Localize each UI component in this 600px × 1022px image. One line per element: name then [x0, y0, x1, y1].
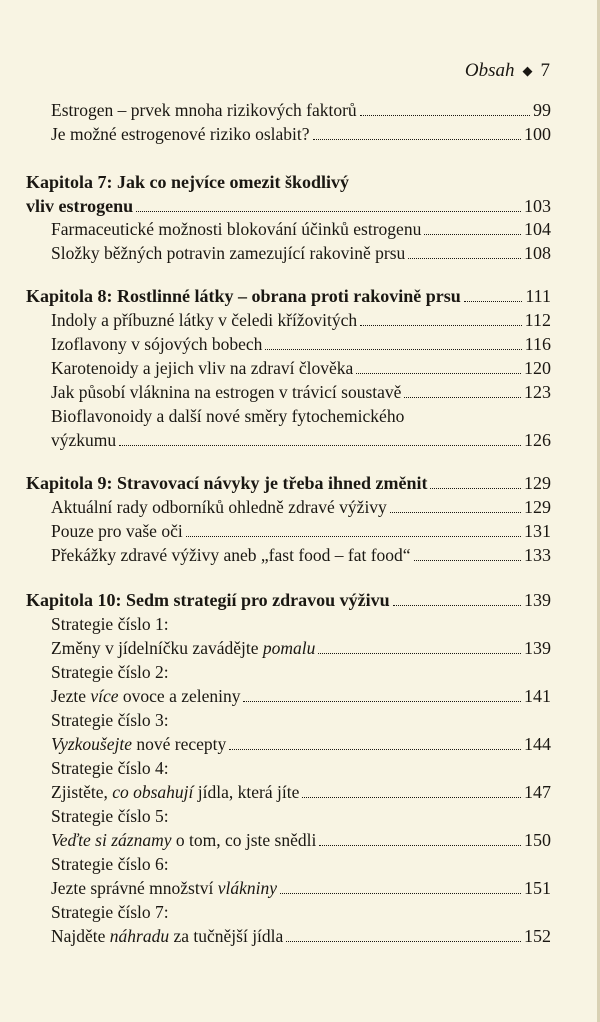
toc-entry-label: Aktuální rady odborníků ohledně zdravé výživy: [51, 497, 387, 517]
chapter-7-heading[interactable]: Kapitola 7: Jak co nejvíce omezit škodlivý: [26, 172, 349, 192]
strategy-heading: Strategie číslo 4:: [51, 758, 169, 778]
toc-entry-label: Překážky zdravé výživy aneb „fast food – fat food“: [51, 545, 411, 565]
toc-entry-page: 139: [524, 638, 551, 658]
toc-entry-page: 111: [525, 286, 551, 306]
strategy-heading: Strategie číslo 2:: [51, 662, 169, 682]
toc-entry[interactable]: [51, 428, 551, 452]
toc-entry-page: 120: [524, 358, 551, 378]
toc-entry-label: Farmaceutické možnosti blokování účinků estrogenu: [51, 219, 422, 239]
toc-entry-first-line[interactable]: Bioflavonoidy a další nové směry fytochemického: [51, 406, 405, 426]
toc-entry-page: 144: [524, 734, 551, 754]
strategy-heading: Strategie číslo 3:: [51, 710, 169, 730]
leader-dots: [356, 373, 521, 374]
toc-entry-label: Kapitola 8: Rostlinné látky – obrana proti rakovině prsu: [26, 286, 461, 306]
toc-entry-page: 123: [524, 382, 551, 402]
toc-entry-page: 152: [524, 926, 551, 946]
leader-dots: [265, 349, 521, 350]
toc-entry[interactable]: [51, 924, 551, 948]
toc-entry-page: 133: [524, 545, 551, 565]
toc-entry-label: Pouze pro vaše oči: [51, 521, 183, 541]
toc-entry-page: 129: [524, 473, 551, 493]
leader-dots: [302, 797, 521, 798]
toc-entry-label: Indoly a příbuzné látky v čeledi křížovitých: [51, 310, 358, 330]
page-header: [465, 60, 550, 82]
toc-entry-label: Je možné estrogenové riziko oslabit?: [51, 124, 310, 144]
toc-entry[interactable]: [51, 828, 551, 852]
toc-entry[interactable]: [51, 380, 551, 404]
toc-entry[interactable]: [51, 122, 551, 146]
toc-entry[interactable]: [51, 332, 551, 356]
toc-entry-page: 129: [524, 497, 551, 517]
leader-dots: [408, 258, 521, 259]
header-title: Obsah: [464, 60, 515, 81]
leader-dots: [280, 893, 521, 894]
toc-entry-page: 104: [524, 219, 551, 239]
leader-dots: [313, 139, 521, 140]
leader-dots: [360, 325, 522, 326]
toc-entry-page: 108: [524, 243, 551, 263]
toc-entry[interactable]: [51, 876, 551, 900]
toc-entry-page: 112: [524, 310, 551, 330]
toc-entry-page: 151: [524, 878, 551, 898]
leader-dots: [430, 488, 521, 489]
leader-dots: [119, 445, 521, 446]
leader-dots: [393, 605, 521, 606]
leader-dots: [424, 234, 521, 235]
toc-entry-page: 141: [524, 686, 551, 706]
toc-entry[interactable]: [51, 356, 551, 380]
leader-dots: [243, 701, 521, 702]
chapter-7-heading-cont[interactable]: [26, 194, 551, 218]
leader-dots: [319, 845, 521, 846]
toc-entry[interactable]: [51, 732, 551, 756]
leader-dots: [286, 941, 521, 942]
leader-dots: [464, 301, 523, 302]
toc-entry-page: 147: [524, 782, 551, 802]
toc-entry-page: 126: [524, 430, 551, 450]
header-page-number: 7: [540, 60, 550, 81]
toc-entry-label: Zjistěte, co obsahují jídla, která jíte: [51, 782, 300, 802]
diamond-bullet-icon: ◆: [522, 63, 533, 78]
toc-entry-label: Jak působí vláknina na estrogen v trávicí soustavě: [51, 382, 402, 402]
toc-entry-label: Jezte více ovoce a zeleniny: [51, 686, 241, 706]
leader-dots: [404, 397, 521, 398]
toc-entry-page: 131: [524, 521, 551, 541]
leader-dots: [414, 560, 521, 561]
toc-entry[interactable]: [51, 217, 551, 241]
leader-dots: [390, 512, 521, 513]
toc-entry-label: Změny v jídelníčku zavádějte pomalu: [51, 638, 316, 658]
chapter-10-heading[interactable]: [26, 588, 551, 612]
strategy-heading: Strategie číslo 7:: [51, 902, 169, 922]
toc-entry[interactable]: [51, 495, 551, 519]
strategy-heading: Strategie číslo 1:: [51, 614, 169, 634]
toc-entry-label: výzkumu: [51, 430, 117, 450]
toc-entry[interactable]: [51, 780, 551, 804]
toc-entry[interactable]: [51, 308, 551, 332]
leader-dots: [360, 115, 530, 116]
toc-entry[interactable]: [51, 543, 551, 567]
toc-entry[interactable]: [51, 519, 551, 543]
toc-entry-page: 103: [524, 196, 551, 216]
toc-entry-label: Najděte náhradu za tučnější jídla: [51, 926, 284, 946]
toc-entry-label: Jezte správné množství vlákniny: [51, 878, 277, 898]
leader-dots: [318, 653, 521, 654]
toc-entry-label: Karotenoidy a jejich vliv na zdraví člověka: [51, 358, 354, 378]
toc-entry[interactable]: [51, 98, 551, 122]
leader-dots: [136, 211, 521, 212]
strategy-heading: Strategie číslo 5:: [51, 806, 169, 826]
toc-entry[interactable]: [51, 684, 551, 708]
chapter-8-heading[interactable]: [26, 284, 551, 308]
strategy-heading: Strategie číslo 6:: [51, 854, 169, 874]
toc-entry-page: 116: [524, 334, 551, 354]
leader-dots: [229, 749, 521, 750]
toc-entry-page: 100: [524, 124, 551, 144]
toc-entry-label: vliv estrogenu: [26, 196, 134, 216]
toc-entry-label: Kapitola 9: Stravovací návyky je třeba ihned změnit: [26, 473, 428, 493]
toc-entry-page: 150: [524, 830, 551, 850]
leader-dots: [186, 536, 521, 537]
toc-entry-label: Vyzkoušejte nové recepty: [51, 734, 227, 754]
toc-entry-label: Izoflavony v sójových bobech: [51, 334, 263, 354]
toc-entry-label: Složky běžných potravin zamezující rakovině prsu: [51, 243, 406, 263]
toc-entry-page: 99: [533, 100, 551, 120]
toc-entry-label: Kapitola 10: Sedm strategií pro zdravou výživu: [26, 590, 390, 610]
toc-entry-label: Estrogen – prvek mnoha rizikových faktorů: [51, 100, 357, 120]
chapter-9-heading[interactable]: [26, 471, 551, 495]
toc-entry[interactable]: [51, 636, 551, 660]
toc-entry-label: Veďte si záznamy o tom, co jste snědli: [51, 830, 317, 850]
toc-entry-page: 139: [524, 590, 551, 610]
toc-entry[interactable]: [51, 241, 551, 265]
